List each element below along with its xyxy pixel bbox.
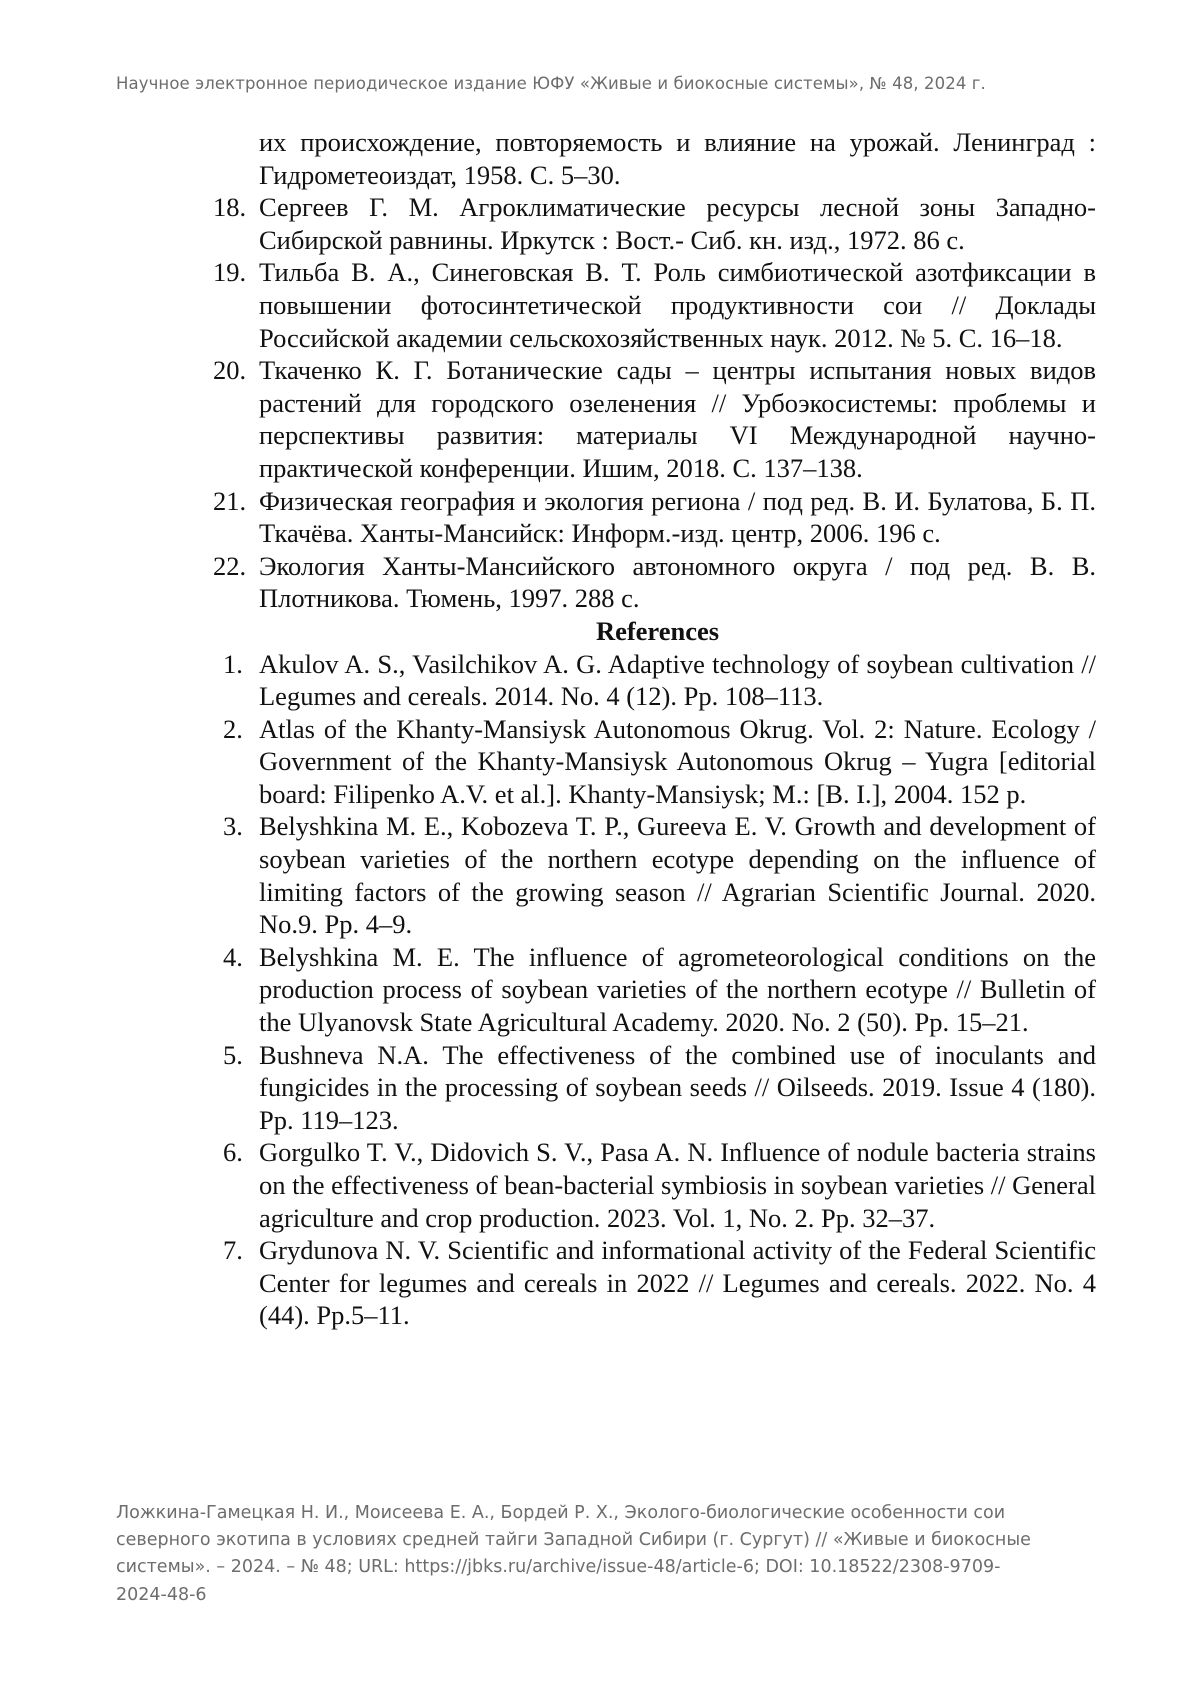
reference-list: [213, 126, 1096, 1332]
reference-item: [213, 354, 1096, 484]
reference-continuation: [219, 126, 1096, 191]
reference-number: 19.: [213, 257, 247, 288]
reference-text: Тильба В. А., Синеговская В. Т. Роль симбиотической азотфиксации в повышении фотосинтетической продуктивности сои // Доклады Российской академии сельскохозяйственных наук. 2012. № 5. С. 16–18.: [259, 257, 1096, 353]
reference-number: 7.: [223, 1235, 243, 1266]
reference-text: Atlas of the Khanty-Mansiysk Autonomous Okrug. Vol. 2: Nature. Ecology / Government of the Khanty-Mansiysk Autonomous Okrug – Yugra [editorial board: Filipenko A.V. et al.]. Khanty-Mansiysk; M.: [B. I.], 2004. 152 p.: [259, 713, 1096, 809]
reference-number: 6.: [223, 1137, 243, 1168]
reference-text: Ткаченко К. Г. Ботанические сады – центры испытания новых видов растений для городского озеленения // Урбоэкосистемы: проблемы и перспективы развития: материалы VI Международной научно-практической конференции. Ишим, 2018. С. 137–138.: [259, 355, 1096, 483]
reference-text: Akulov A. S., Vasilchikov A. G. Adaptive technology of soybean cultivation // Legumes and cereals. 2014. No. 4 (12). Pp. 108–113.: [259, 648, 1096, 712]
reference-text: Bushneva N.A. The effectiveness of the combined use of inoculants and fungicides in the processing of soybean seeds // Oilseeds. 2019. Issue 4 (180). Pp. 119–123.: [259, 1039, 1096, 1135]
reference-number: 2.: [223, 713, 243, 744]
running-header: Научное электронное периодическое издание ЮФУ «Живые и биокосные системы», № 48, 2024 г.: [116, 74, 986, 93]
reference-item: [219, 1136, 1096, 1234]
reference-text: Физическая география и экология региона / под ред. В. И. Булатова, Б. П. Ткачёва. Ханты-Мансийск: Информ.-изд. центр, 2006. 196 с.: [259, 485, 1096, 549]
reference-number: 18.: [213, 192, 247, 223]
reference-number: 20.: [213, 355, 247, 386]
reference-number: 4.: [223, 941, 243, 972]
citation-footer: [116, 1500, 1076, 1609]
reference-item: [219, 1039, 1096, 1137]
citation-line: 2024-48-6: [116, 1584, 207, 1605]
reference-item: [213, 191, 1096, 256]
reference-item: [213, 550, 1096, 615]
citation-line: системы». – 2024. – № 48; URL: https://jbks.ru/archive/issue-48/article-6; DOI: 10.18522/2308-9709-: [116, 1557, 1001, 1578]
reference-text: Belyshkina M. E. The influence of agrometeorological conditions on the production process of soybean varieties of the northern ecotype // Bulletin of the Ulyanovsk State Agricultural Academy. 2020. No. 2 (50). Pp. 15–21.: [259, 941, 1096, 1038]
reference-item: [213, 485, 1096, 550]
reference-text: Belyshkina M. E., Kobozeva T. P., Gureeva E. V. Growth and development of soybean varieties of the northern ecotype depending on the influence of limiting factors of the growing season // Agrarian Scientific Journal. 2020. No.9. Pp. 4–9.: [259, 811, 1096, 940]
reference-text: Сергеев Г. М. Агроклиматические ресурсы лесной зоны Западно-Сибирской равнины. Иркутск : Вост.- Сиб. кн. изд., 1972. 86 с.: [259, 192, 1096, 255]
reference-item: [219, 810, 1096, 940]
reference-number: 3.: [223, 811, 243, 842]
reference-text: их происхождение, повторяемость и влияние на урожай. Ленинград : Гидрометеоиздат, 1958. С. 5–30.: [259, 127, 1096, 190]
reference-number: 21.: [213, 485, 247, 516]
reference-text: Grydunova N. V. Scientific and informational activity of the Federal Scientific Center for legumes and cereals in 2022 // Legumes and cereals. 2022. No. 4 (44). Pp.5–11.: [259, 1235, 1096, 1331]
reference-item: [219, 1234, 1096, 1332]
reference-text: Gorgulko T. V., Didovich S. V., Pasa A. N. Influence of nodule bacteria strains on the effectiveness of bean-bacterial symbiosis in soybean varieties // General agriculture and crop production. 2023. Vol. 1, No. 2. Pp. 32–37.: [259, 1137, 1096, 1233]
reference-number: 5.: [223, 1039, 243, 1070]
reference-item: [219, 713, 1096, 811]
reference-text: Экология Ханты-Мансийского автономного округа / под ред. В. В. Плотникова. Тюмень, 1997. 288 с.: [259, 550, 1096, 614]
reference-item: [219, 648, 1096, 713]
citation-line: северного экотипа в условиях средней тайги Западной Сибири (г. Сургут) // «Живые и биокосные: [116, 1530, 1031, 1551]
reference-number: 22.: [213, 550, 247, 581]
reference-item: [213, 256, 1096, 354]
reference-item: [219, 941, 1096, 1039]
citation-line: Ложкина-Гамецкая Н. И., Моисеева Е. А., Бордей Р. Х., Эколого-биологические особенности сои: [116, 1503, 1006, 1523]
reference-number: 1.: [223, 648, 243, 679]
references-heading: References: [595, 615, 720, 646]
